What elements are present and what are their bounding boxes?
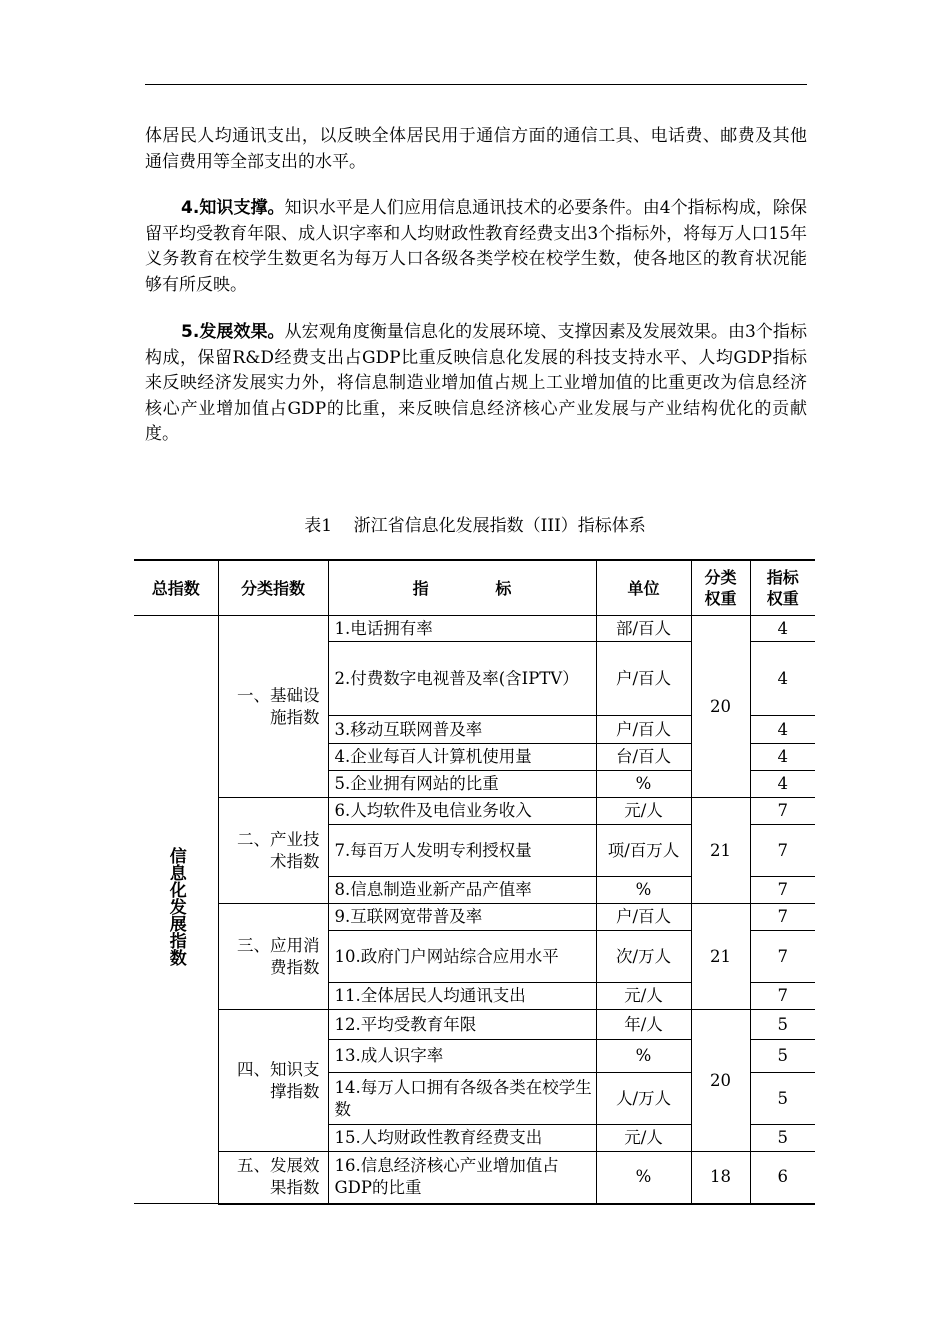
category-weight-cell: 21 [691, 798, 750, 904]
indicator-cell: 6.人均软件及电信业务收入 [328, 798, 596, 825]
indicator-cell: 13.成人识字率 [328, 1040, 596, 1073]
unit-cell: 人/万人 [596, 1073, 691, 1125]
unit-cell: 元/人 [596, 798, 691, 825]
unit-cell: 户/百人 [596, 904, 691, 931]
indicator-cell: 1.电话拥有率 [328, 616, 596, 642]
paragraph-body: 从宏观角度衡量信息化的发展环境、支撑因素及发展效果。由3个指标构成，保留R&D经费支出占GDP比重反映信息化发展的科技支持水平、人均GDP指标来反映经济发展实力外，将信息制造业增加值占规上工业增加值的比重更改为信息经济核心产业增加值占GDP的比重，来反映信息经济核心产业发展与产业结构优化的贡献度。 [145, 322, 807, 444]
unit-cell: 部/百人 [596, 616, 691, 642]
indicator-cell: 11.全体居民人均通讯支出 [328, 983, 596, 1010]
table-row [134, 798, 815, 825]
category-weight-cell: 21 [691, 904, 750, 1010]
indicator-weight-cell: 7 [750, 931, 815, 983]
indicator-cell: 5.企业拥有网站的比重 [328, 771, 596, 798]
header-total: 总指数 [134, 560, 218, 616]
unit-cell: 户/百人 [596, 716, 691, 744]
indicator-weight-cell: 7 [750, 877, 815, 904]
indicator-cell: 2.付费数字电视普及率(含IPTV） [328, 642, 596, 716]
indicator-weight-cell: 5 [750, 1040, 815, 1073]
indicator-weight-cell: 6 [750, 1152, 815, 1204]
indicator-cell: 7.每百万人发明专利授权量 [328, 825, 596, 877]
indicator-weight-cell: 5 [750, 1073, 815, 1125]
category-cell: 五、发展效果指数 [218, 1152, 328, 1204]
indicator-cell: 8.信息制造业新产品产值率 [328, 877, 596, 904]
indicator-weight-cell: 4 [750, 616, 815, 642]
table-row [134, 1010, 815, 1040]
category-cell: 三、应用消费指数 [218, 904, 328, 1010]
indicator-weight-cell: 7 [750, 983, 815, 1010]
paragraph-communication-expense: 体居民人均通讯支出，以反映全体居民用于通信方面的通信工具、电话费、邮费及其他通信费用等全部支出的水平。 [145, 126, 807, 172]
index-table [134, 559, 815, 1205]
paragraph-development-effect [145, 320, 807, 448]
indicator-weight-cell: 7 [750, 798, 815, 825]
indicator-cell: 3.移动互联网普及率 [328, 716, 596, 744]
unit-cell: 次/万人 [596, 931, 691, 983]
category-weight-cell: 20 [691, 1010, 750, 1152]
table-row [134, 1152, 815, 1204]
header-unit: 单位 [596, 560, 691, 616]
indicator-weight-cell: 5 [750, 1125, 815, 1152]
indicator-cell: 10.政府门户网站综合应用水平 [328, 931, 596, 983]
indicator-cell: 4.企业每百人计算机使用量 [328, 744, 596, 771]
indicator-weight-cell: 7 [750, 904, 815, 931]
indicator-cell: 15.人均财政性教育经费支出 [328, 1125, 596, 1152]
paragraph-knowledge-support [145, 196, 807, 298]
indicator-weight-cell: 4 [750, 716, 815, 744]
table-caption: 表1 浙江省信息化发展指数（III）指标体系 [304, 516, 646, 536]
unit-cell: 元/人 [596, 1125, 691, 1152]
unit-cell: % [596, 1040, 691, 1073]
unit-cell: 年/人 [596, 1010, 691, 1040]
paragraph-lead: 5.发展效果。 [181, 322, 285, 342]
category-weight-cell: 18 [691, 1152, 750, 1204]
unit-cell: 项/百万人 [596, 825, 691, 877]
unit-cell: % [596, 1152, 691, 1204]
unit-cell: % [596, 771, 691, 798]
indicator-cell: 12.平均受教育年限 [328, 1010, 596, 1040]
unit-cell: 元/人 [596, 983, 691, 1010]
category-cell: 四、知识支撑指数 [218, 1010, 328, 1152]
unit-cell: % [596, 877, 691, 904]
indicator-weight-cell: 7 [750, 825, 815, 877]
indicator-weight-cell: 4 [750, 744, 815, 771]
paragraph-body: 知识水平是人们应用信息通讯技术的必要条件。由4个指标构成，除保留平均受教育年限、成人识字率和人均财政性教育经费支出3个指标外，将每万人口15年义务教育在校学生数更名为每万人口各级各类学校在校学生数，使各地区的教育状况能够有所反映。 [145, 198, 807, 295]
indicator-weight-cell: 4 [750, 771, 815, 798]
unit-cell: 户/百人 [596, 642, 691, 716]
category-cell: 二、产业技术指数 [218, 798, 328, 904]
indicator-cell: 16.信息经济核心产业增加值占GDP的比重 [328, 1152, 596, 1204]
header-indicator: 指 标 [328, 560, 596, 616]
indicator-cell: 14.每万人口拥有各级各类在校学生数 [328, 1073, 596, 1125]
table-header-row [134, 560, 815, 616]
indicator-cell: 9.互联网宽带普及率 [328, 904, 596, 931]
total-index-cell: 信息化发展指数 [134, 616, 218, 1204]
header-category: 分类指数 [218, 560, 328, 616]
header-category-weight: 分类权重 [691, 560, 750, 616]
indicator-weight-cell: 5 [750, 1010, 815, 1040]
category-weight-cell: 20 [691, 616, 750, 798]
header-indicator-weight: 指标权重 [750, 560, 815, 616]
table-row [134, 616, 815, 642]
table-row [134, 904, 815, 931]
unit-cell: 台/百人 [596, 744, 691, 771]
indicator-weight-cell: 4 [750, 642, 815, 716]
category-cell: 一、基础设施指数 [218, 616, 328, 798]
header-rule [145, 84, 807, 85]
paragraph-lead: 4.知识支撑。 [181, 198, 285, 218]
